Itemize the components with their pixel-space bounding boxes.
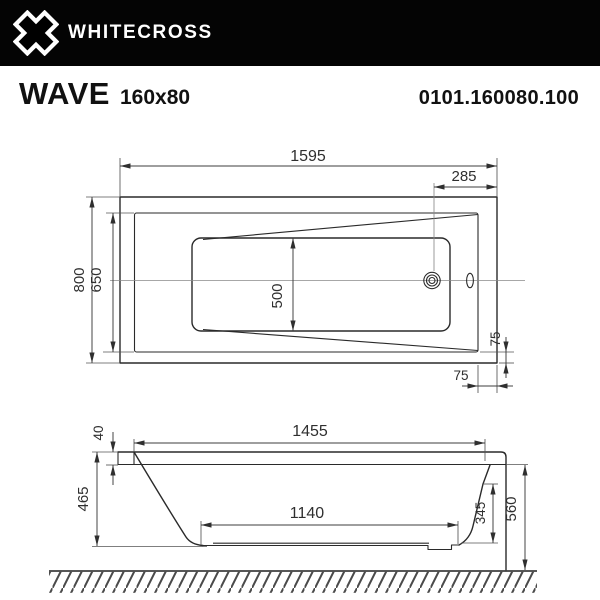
- side-view: [49, 423, 537, 593]
- brand-name: WHITECROSS: [68, 22, 213, 43]
- dim-outlet-height-value: 345: [473, 501, 488, 525]
- dim-inner-width: [88, 213, 134, 352]
- dim-rim-end-value: 75: [453, 368, 469, 383]
- taper-line-top: [203, 215, 478, 240]
- dim-rim-length: [134, 423, 485, 461]
- dim-inner-width-value: 650: [88, 267, 105, 293]
- dim-rim-thickness: [91, 425, 118, 485]
- dim-bottom-length: [201, 505, 458, 545]
- header-bar: [0, 0, 600, 66]
- dim-total-height-value: 560: [503, 496, 520, 522]
- dim-basin-width-value: 500: [269, 283, 286, 309]
- dim-drain-to-edge-value: 285: [451, 168, 477, 185]
- whitecross-logo-icon: [13, 10, 59, 56]
- dim-bottom-length-value: 1140: [289, 505, 325, 522]
- dim-body-height-value: 465: [75, 486, 92, 512]
- dim-outlet-height: [461, 484, 498, 543]
- dim-drain-to-edge: [434, 168, 497, 271]
- backrest-slope: [134, 452, 203, 546]
- dim-overall-width-value: 800: [71, 267, 88, 293]
- title-bar: [0, 66, 600, 120]
- dim-body-height: [75, 452, 207, 547]
- ground-hatch: [49, 571, 537, 593]
- dim-rim-end: [453, 365, 513, 393]
- tub-basin-bottom: [192, 238, 450, 331]
- product-size: 160x80: [120, 86, 191, 109]
- dim-rim-length-value: 1455: [292, 423, 328, 440]
- dim-rim-side-value: 75: [488, 331, 503, 347]
- dim-rim-thickness-value: 40: [91, 425, 106, 441]
- taper-line-bottom: [203, 330, 478, 351]
- product-model: WAVE: [19, 76, 110, 111]
- dim-overall-length: [120, 148, 497, 197]
- dim-overall-length-value: 1595: [290, 148, 326, 165]
- plan-view: [71, 148, 525, 393]
- dim-basin-width: [269, 238, 293, 331]
- product-code: 0101.160080.100: [418, 87, 579, 109]
- floor-bottom: [203, 545, 459, 550]
- technical-drawing: [0, 120, 600, 600]
